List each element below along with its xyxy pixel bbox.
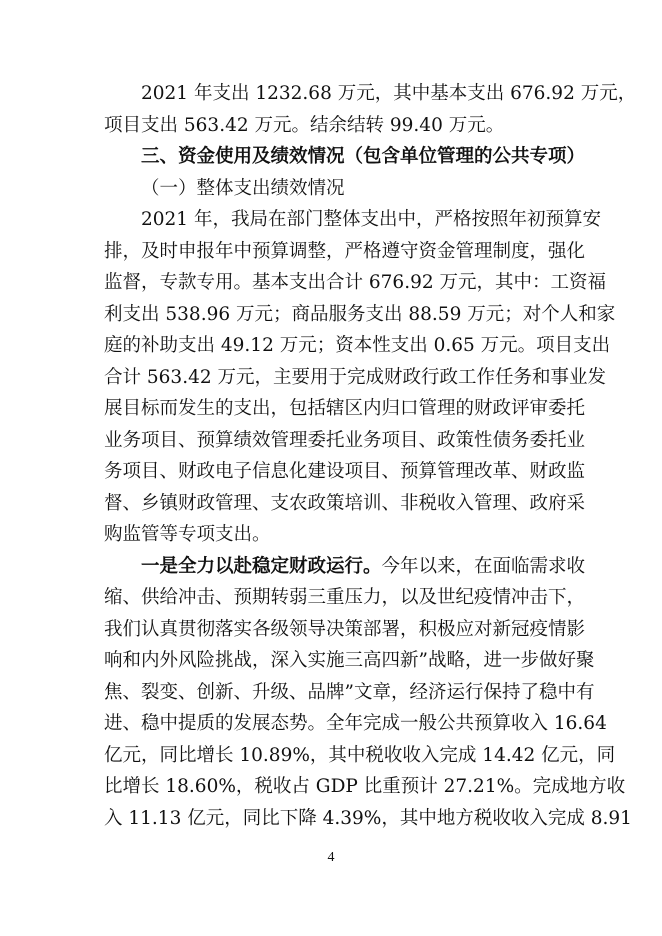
- text-line: 督、乡镇财政管理、支农政策培训、非税收入管理、政府采: [104, 492, 586, 514]
- text-line: 合计 563.42 万元，主要用于完成财政行政工作任务和事业发: [104, 366, 606, 388]
- text-line: 2021 年支出 1232.68 万元，其中基本支出 676.92 万元，: [141, 83, 637, 104]
- text-line: 庭的补助支出 49.12 万元；资本性支出 0.65 万元。项目支出: [104, 335, 611, 356]
- text-line: 排，及时申报年中预算调整，严格遵守资金管理制度，强化: [104, 240, 586, 262]
- text-line: 缩、供给冲击、预期转弱三重压力，以及世纪疫情冲击下，: [104, 587, 586, 608]
- text-line: 入 11.13 亿元，同比下降 4.39%，其中地方税收收入完成 8.91: [104, 807, 632, 829]
- bold-lead: 一是全力以赴稳定财政运行。: [141, 555, 382, 577]
- subsection-heading: （一）整体支出绩效情况: [141, 177, 345, 199]
- text-line: 业务项目、预算绩效管理委托业务项目、政策性债务委托业: [104, 429, 586, 451]
- text-line: 2021 年，我局在部门整体支出中，严格按照年初预算安: [141, 209, 601, 230]
- text-line: 务项目、财政电子信息化建设项目、预算管理改革、财政监: [104, 461, 586, 482]
- text-line: 进、稳中提质的发展态势。全年完成一般公共预算收入 16.64: [104, 713, 607, 734]
- text-line: 利支出 538.96 万元；商品服务支出 88.59 万元；对个人和家: [104, 303, 616, 325]
- page-number: 4: [327, 850, 335, 865]
- text-line: 展目标而发生的支出，包括辖区内归口管理的财政评审委托: [104, 398, 586, 419]
- section-heading: 三、资金使用及绩效情况（包含单位管理的公共专项）: [141, 146, 586, 167]
- text-line: 亿元，同比增长 10.89%，其中税收收入完成 14.42 亿元，同: [104, 744, 616, 766]
- text-line: 项目支出 563.42 万元。结余结转 99.40 万元。: [104, 114, 505, 136]
- text-line: 焦、裂变、创新、升级、品牌”文章，经济运行保持了稳中有: [104, 681, 595, 703]
- text-line: [104, 551, 586, 583]
- text-line: 购监管等专项支出。: [104, 524, 271, 545]
- text-line: 我们认真贯彻落实各级领导决策部署，积极应对新冠疫情影: [104, 618, 586, 640]
- lead-continuation: 今年以来，在面临需求收: [381, 555, 586, 577]
- text-line: 比增长 18.60%，税收占 GDP 比重预计 27.21%。完成地方收: [104, 776, 626, 797]
- body-text: [104, 78, 637, 834]
- text-line: 监督，专款专用。基本支出合计 676.92 万元，其中：工资福: [104, 272, 606, 293]
- text-line: 响和内外风险挑战，深入实施三高四新”战略，进一步做好聚: [104, 650, 595, 671]
